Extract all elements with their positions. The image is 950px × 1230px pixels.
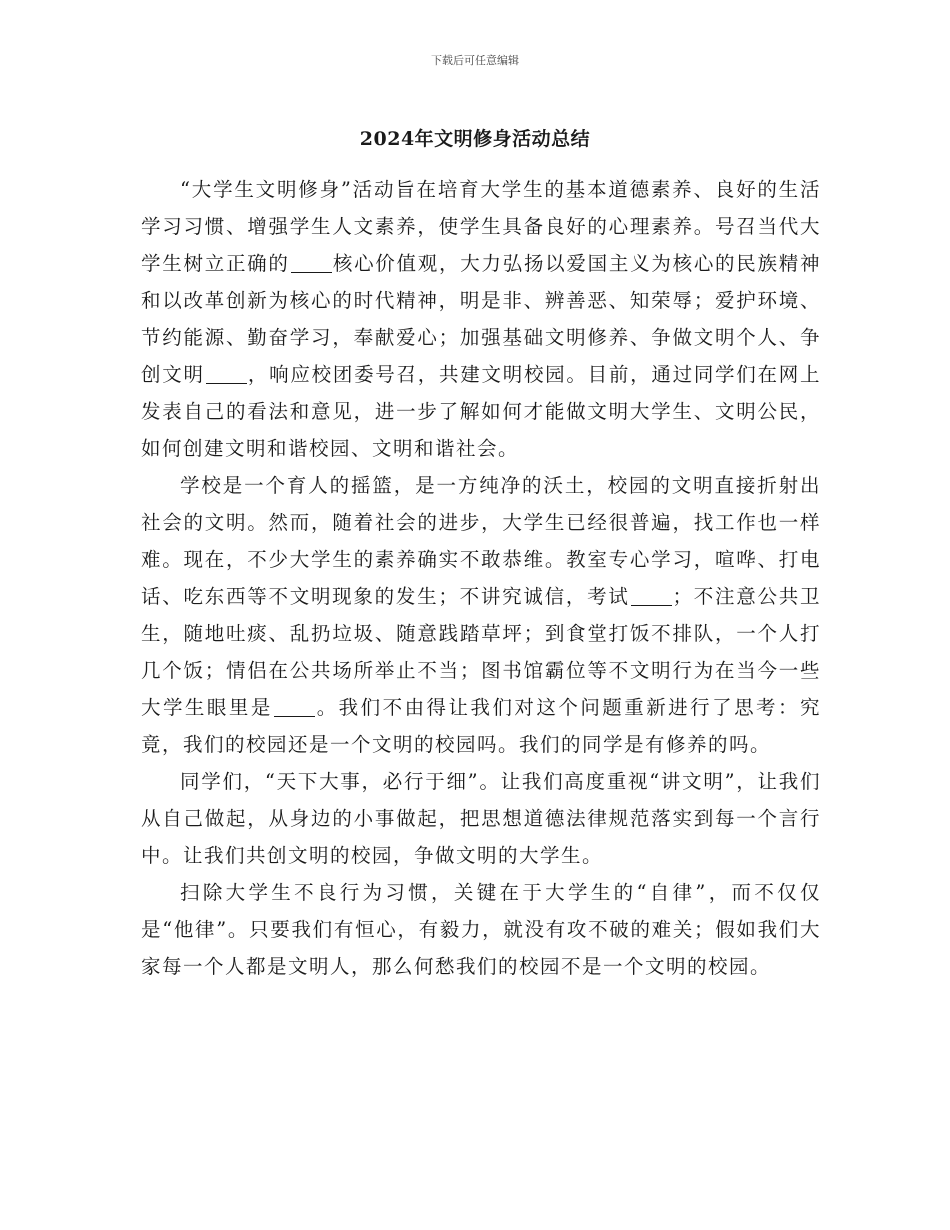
paragraph-text: 。我们不由得让我们对这个问题重新进行了思考：究竟，我们的校园还是一个文明的校园吗。我们的同学是有修养的吗。 bbox=[141, 696, 821, 756]
paragraph-3 bbox=[141, 763, 821, 874]
fill-in-blank bbox=[206, 364, 247, 385]
paragraph-text: 同学们，“天下大事，必行于细”。让我们高度重视“讲文明”，让我们从自己做起，从身边的小事做起，把思想道德法律规范落实到每一个言行中。让我们共创文明的校园，争做文明的大学生。 bbox=[141, 770, 821, 867]
document-title: 2024年文明修身活动总结 bbox=[359, 128, 591, 150]
paragraph-2 bbox=[141, 467, 821, 763]
paragraph-4 bbox=[141, 874, 821, 985]
paragraph-text: “大学生文明修身”活动旨在培育大学生的基本道德素养、良好的生活学习习惯、增强学生人文素养，使学生具备良好的心理素养。号召当代大学生树立正确的 bbox=[141, 178, 821, 275]
paragraph-text: 扫除大学生不良行为习惯，关键在于大学生的“自律”，而不仅仅是“他律”。只要我们有恒心，有毅力，就没有攻不破的难关；假如我们大家每一个人都是文明人，那么何愁我们的校园不是一个文明的校园。 bbox=[141, 881, 821, 978]
document-body bbox=[141, 171, 821, 985]
paragraph-text: ；不注意公共卫生，随地吐痰、乱扔垃圾、随意践踏草坪；到食堂打饭不排队，一个人打几个饭；情侣在公共场所举止不当；图书馆霸位等不文明行为在当今一些大学生眼里是 bbox=[141, 585, 821, 719]
paragraph-text: 核心价值观，大力弘扬以爱国主义为核心的民族精神和以改革创新为核心的时代精神，明是非、辨善恶、知荣辱；爱护环境、节约能源、勤奋学习，奉献爱心；加强基础文明修养、争做文明个人、争创文明 bbox=[141, 252, 821, 386]
fill-in-blank bbox=[274, 697, 315, 718]
paragraph-1 bbox=[141, 171, 821, 467]
paragraph-text: 学校是一个育人的摇篮，是一方纯净的沃土，校园的文明直接折射出社会的文明。然而，随着社会的进步，大学生已经很普遍，找工作也一样难。现在，不少大学生的素养确实不敢恭维。教室专心学习，喧哗、打电话、吃东西等不文明现象的发生；不讲究诚信，考试 bbox=[141, 474, 821, 608]
paragraph-text: ，响应校团委号召，共建文明校园。目前，通过同学们在网上发表自己的看法和意见，进一步了解如何才能做文明大学生、文明公民，如何创建文明和谐校园、文明和谐社会。 bbox=[141, 363, 821, 460]
fill-in-blank bbox=[631, 586, 672, 607]
page-header: 下载后可任意编辑 bbox=[431, 54, 519, 67]
fill-in-blank bbox=[291, 253, 332, 274]
